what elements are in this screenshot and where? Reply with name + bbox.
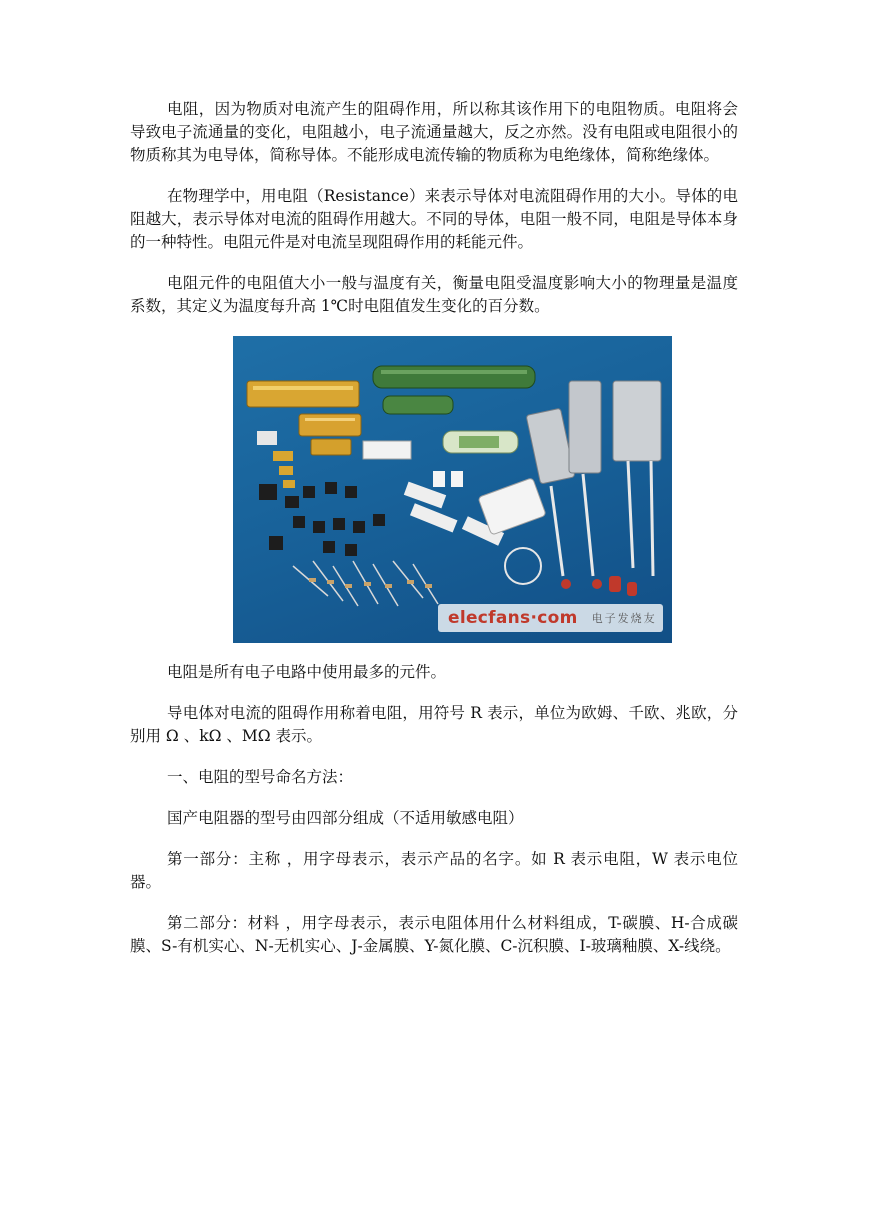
resistor-illustration xyxy=(233,336,672,643)
resistor-photo xyxy=(233,336,672,643)
document-body xyxy=(130,98,738,976)
watermark-brand: elecfans·com xyxy=(448,608,578,628)
silver-case-resistors xyxy=(526,381,661,576)
red-components xyxy=(561,576,637,596)
watermark-cn: 电子发烧友 xyxy=(591,612,657,625)
paragraph-most-used: 电阻是所有电子电路中使用最多的元件。 xyxy=(167,663,447,681)
small-components xyxy=(259,482,385,556)
paragraph-part-one: 第一部分：主称 ，用字母表示，表示产品的名字。如 R 表示电阻，W 表示电位器。 xyxy=(130,850,738,891)
paragraph-part-two: 第二部分：材料 ，用字母表示，表示电阻体用什么材料组成，T-碳膜、H-合成碳膜、S-有机实心、N-无机实心、J-金属膜、Y-氮化膜、C-沉积膜、I-玻璃釉膜、X-线绕。 xyxy=(130,914,738,955)
green-tube-resistors xyxy=(373,366,535,453)
paragraph-resistance-definition: 电阻，因为物质对电流产生的阻碍作用，所以称其该作用下的电阻物质。电阻将会导致电子流通量的变化，电阻越小，电子流通量越大，反之亦然。没有电阻或电阻很小的物质称其为电导体，简称导体。不能形成电流传输的物质称为电绝缘体，简称绝缘体。 xyxy=(130,100,738,164)
ceramic-resistors xyxy=(363,441,546,584)
heading-naming-method: 一、电阻的型号命名方法： xyxy=(167,768,354,786)
paragraph-temperature-coefficient: 电阻元件的电阻值大小一般与温度有关，衡量电阻受温度影响大小的物理量是温度系数，其定义为温度每升高 1℃时电阻值发生变化的百分数。 xyxy=(130,274,738,315)
watermark xyxy=(438,604,663,632)
paragraph-units: 导电体对电流的阻碍作用称着电阻，用符号 R 表示，单位为欧姆、千欧、兆欧，分别用 Ω 、kΩ 、MΩ 表示。 xyxy=(130,704,738,745)
paragraph-four-parts: 国产电阻器的型号由四部分组成（不适用敏感电阻） xyxy=(167,809,524,827)
paragraph-resistance-physics: 在物理学中，用电阻（Resistance）来表示导体对电流阻碍作用的大小。导体的电阻越大，表示导体对电流的阻碍作用越大。不同的导体，电阻一般不同，电阻是导体本身的一种特性。电阻元件是对电流呈现阻碍作用的耗能元件。 xyxy=(130,187,738,251)
gold-resistors xyxy=(247,381,361,488)
